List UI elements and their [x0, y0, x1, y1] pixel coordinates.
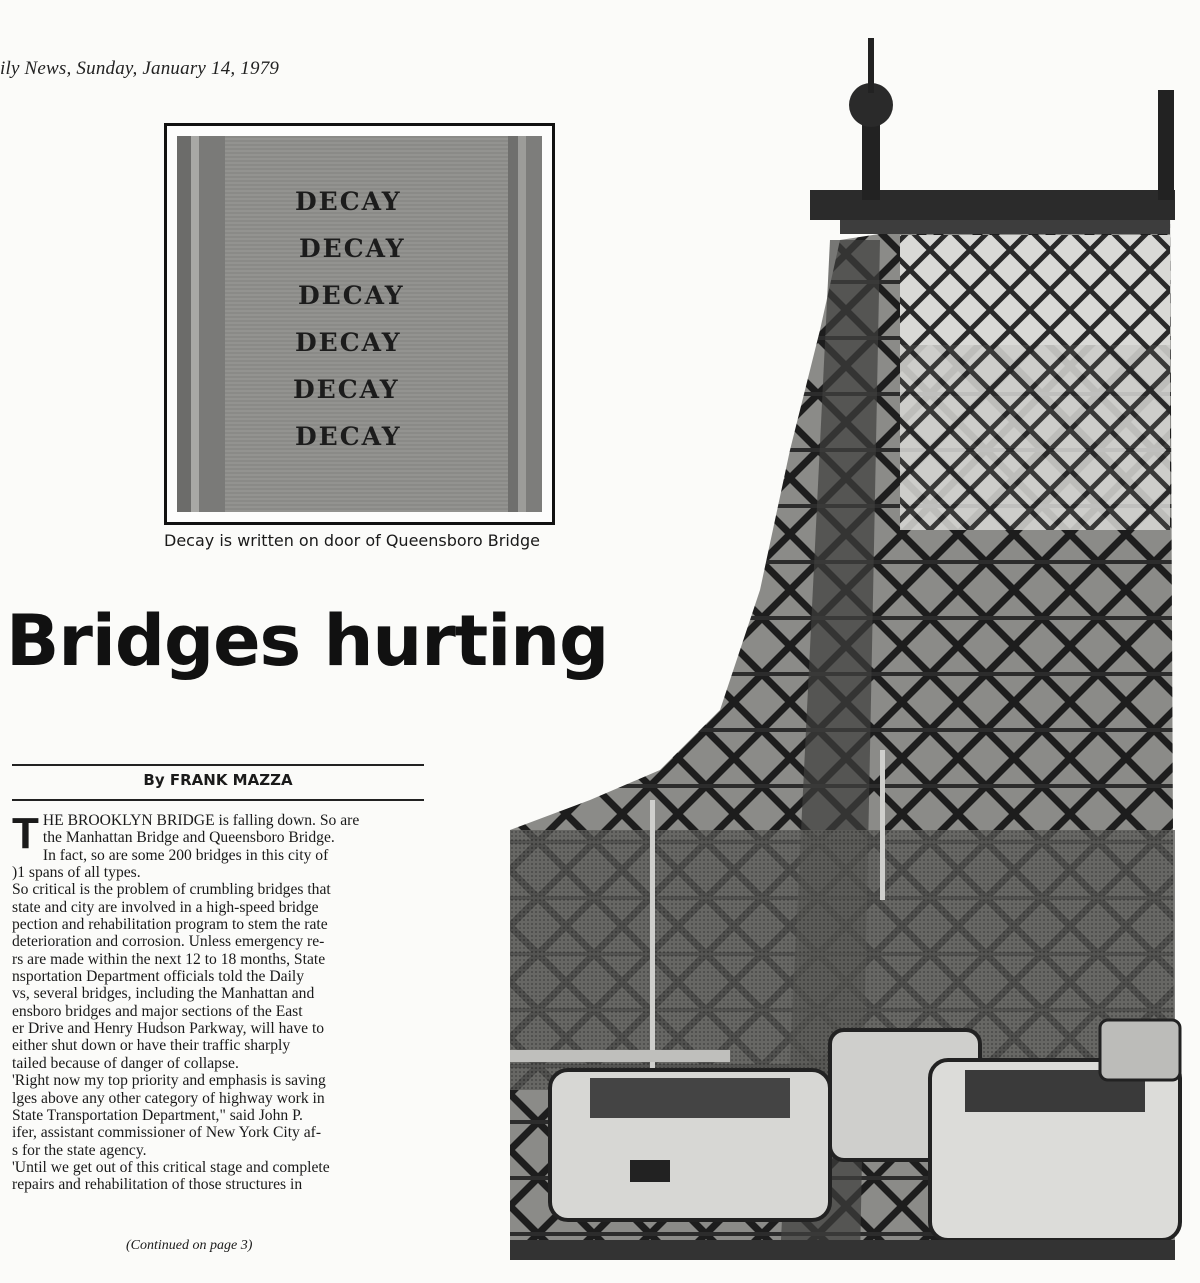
decay-word: DECAY	[295, 422, 402, 451]
decay-photo-image	[177, 136, 542, 512]
article-body	[12, 809, 424, 1194]
article-line: either shut down or have their traffic sharply	[12, 1037, 291, 1055]
article-line: So critical is the problem of crumbling bridges that	[12, 881, 331, 899]
article-line: )1 spans of all types.	[12, 864, 141, 882]
article-line: State Transportation Department," said John P.	[12, 1106, 303, 1124]
decay-word: DECAY	[298, 281, 405, 310]
dateline: ily News, Sunday, January 14, 1979	[0, 58, 280, 79]
article-line: ensboro bridges and major sections of the East	[12, 1002, 303, 1020]
article-line: lges above any other category of highway work in	[12, 1089, 325, 1107]
byline-rule-top	[12, 764, 424, 766]
decay-word: DECAY	[295, 187, 402, 216]
article-line: tailed because of danger of collapse.	[12, 1054, 239, 1072]
article-line: the Manhattan Bridge and Queensboro Bridge.	[42, 829, 335, 847]
article-line: ifer, assistant commissioner of New York City af-	[12, 1124, 322, 1142]
article-line: HE BROOKLYN BRIDGE is falling down. So are	[42, 812, 360, 829]
article-line: pection and rehabilitation program to stem the rate	[12, 916, 328, 934]
article-line: vs, several bridges, including the Manhattan and	[12, 985, 315, 1003]
byline-rule-bottom	[12, 799, 424, 801]
byline: By FRANK MAZZA	[143, 771, 293, 789]
article-line: er Drive and Henry Hudson Parkway, will have to	[12, 1020, 325, 1038]
decay-word: DECAY	[293, 375, 400, 404]
article-line: In fact, so are some 200 bridges in this city of	[42, 846, 329, 864]
dropcap: T	[12, 809, 39, 858]
article-line: s for the state agency.	[12, 1141, 147, 1159]
article-line: repairs and rehabilitation of those structures in	[12, 1176, 303, 1194]
decay-photo	[164, 123, 555, 525]
decay-words	[295, 178, 406, 460]
photo-caption: Decay is written on door of Queensboro Bridge	[164, 531, 540, 550]
continued-note: (Continued on page 3)	[126, 1238, 253, 1253]
article-line: nsportation Department officials told the Daily	[12, 968, 305, 986]
decay-word: DECAY	[295, 328, 402, 357]
article-line: 'Right now my top priority and emphasis is saving	[12, 1072, 326, 1090]
article-line: deterioration and corrosion. Unless emergency re-	[12, 933, 325, 951]
article-line: 'Until we get out of this critical stage and complete	[12, 1158, 330, 1176]
decay-word: DECAY	[299, 234, 406, 263]
bridge-photo	[510, 30, 1190, 1260]
headline: Bridges hurting	[6, 600, 609, 682]
article-line: state and city are involved in a high-speed bridge	[12, 898, 319, 916]
article-line: rs are made within the next 12 to 18 months, State	[12, 950, 326, 968]
